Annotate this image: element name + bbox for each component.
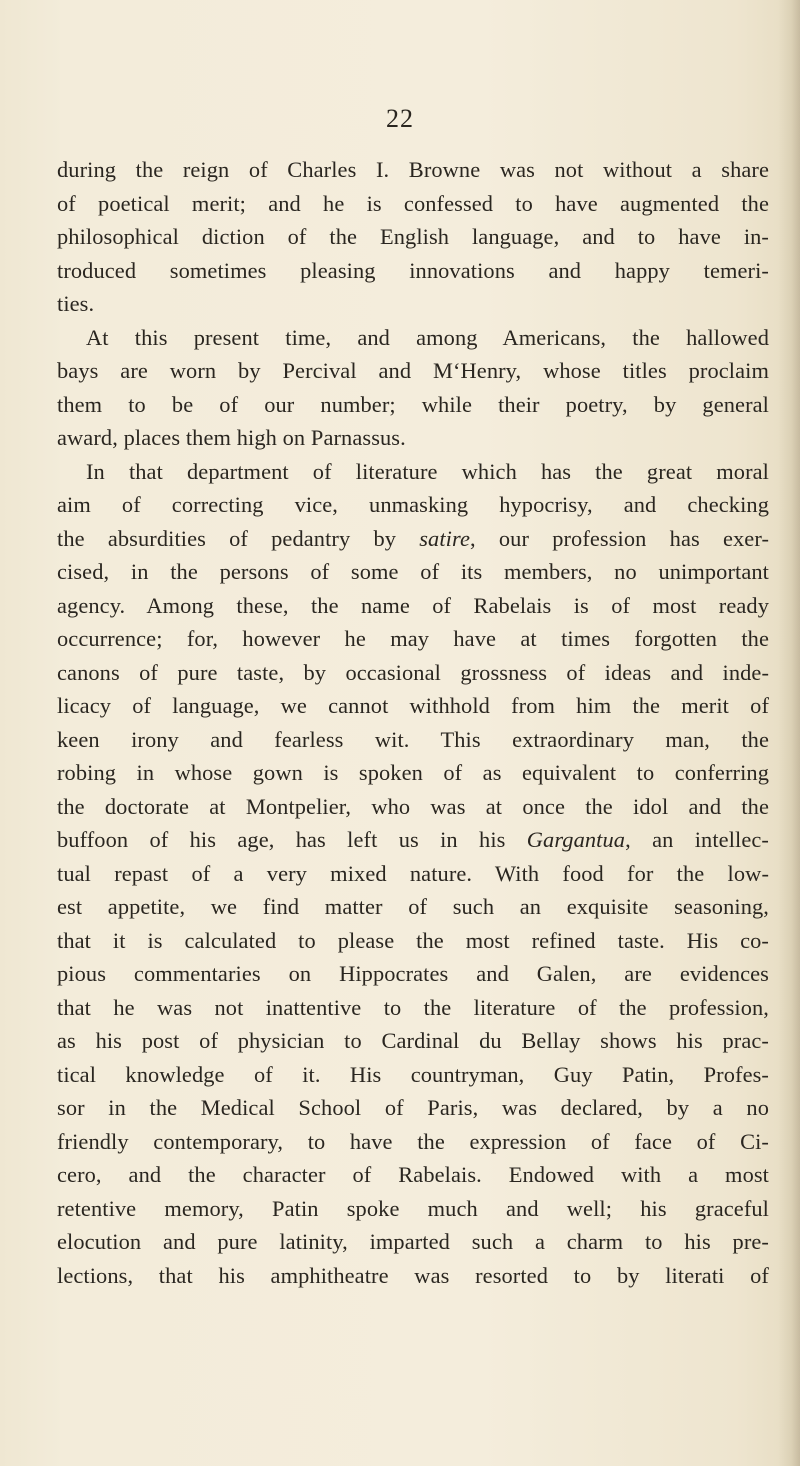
text-line-segment: retentive memory, Patin spoke much and well; his graceful <box>57 1195 769 1221</box>
italic-term: Gargantua <box>526 827 626 852</box>
text-line-segment: tual repast of a very mixed nature. With food for the low- <box>57 860 769 886</box>
text-line <box>57 1158 769 1192</box>
text-line <box>57 823 769 857</box>
text-line-segment: that it is calculated to please the most refined taste. His co- <box>57 927 769 953</box>
text-line <box>57 354 769 388</box>
text-line-segment: In that department of literature which has the great moral <box>86 458 769 484</box>
text-line-segment: elocution and pure latinity, imparted such a charm to his pre- <box>57 1229 769 1254</box>
text-line-segment: the doctorate at Montpelier, who was at once the idol and the <box>57 793 769 819</box>
text-line <box>57 1058 769 1092</box>
text-line <box>57 656 769 690</box>
text-line-segment: aim of correcting vice, unmasking hypocrisy, and checking <box>57 492 769 517</box>
text-line <box>57 488 769 522</box>
text-line <box>57 1125 769 1159</box>
text-line <box>57 1091 769 1125</box>
text-line <box>57 890 769 924</box>
text-line-segment: bays are worn by Percival and M‘Henry, whose titles proclaim <box>57 358 769 383</box>
page-edge-shadow <box>778 0 800 1466</box>
text-line-segment: , our profession has exer- <box>470 525 769 551</box>
text-line <box>57 957 769 991</box>
text-line-segment: that he was not inattentive to the literature of the profession, <box>57 994 769 1020</box>
text-line <box>57 321 769 355</box>
text-line-segment: agency. Among these, the name of Rabelais is of most ready <box>57 592 769 618</box>
text-line <box>57 1024 769 1058</box>
text-line <box>57 254 769 288</box>
text-line-segment: philosophical diction of the English language, and to have in- <box>57 224 769 249</box>
text-line-segment: , an intellec- <box>625 827 769 852</box>
text-line-segment: robing in whose gown is spoken of as equivalent to conferring <box>57 760 769 785</box>
text-line <box>57 555 769 589</box>
text-line-segment: cero, and the character of Rabelais. Endowed with a most <box>57 1162 769 1187</box>
text-line-segment: tical knowledge of it. His countryman, Guy Patin, Profes- <box>57 1061 769 1087</box>
page-number: 22 <box>386 104 414 133</box>
text-line-segment: occurrence; for, however he may have at times forgotten the <box>57 626 769 651</box>
text-line <box>57 991 769 1025</box>
text-line <box>57 522 769 556</box>
text-line <box>57 455 769 489</box>
text-line <box>57 622 769 656</box>
text-line <box>57 1192 769 1226</box>
text-line-segment: award, places them high on Parnassus. <box>57 425 406 450</box>
text-line <box>57 220 769 254</box>
text-line-segment: friendly contemporary, to have the expression of face of Ci- <box>57 1128 769 1154</box>
text-line <box>57 1259 769 1293</box>
text-line-segment: buffoon of his age, has left us in his <box>57 827 527 852</box>
text-line <box>57 421 769 455</box>
text-line-segment: them to be of our number; while their poetry, by general <box>57 391 769 417</box>
text-line-segment: as his post of physician to Cardinal du Bellay shows his prac- <box>57 1028 769 1053</box>
body-text <box>57 153 769 1292</box>
italic-term: satire <box>419 525 470 551</box>
text-line <box>57 187 769 221</box>
text-line-segment: keen irony and fearless wit. This extraordinary man, the <box>57 726 769 752</box>
text-line-segment: lections, that his amphitheatre was resorted to by literati of <box>57 1262 769 1288</box>
text-line-segment: sor in the Medical School of Paris, was declared, by a no <box>57 1095 769 1120</box>
text-line-segment: the absurdities of pedantry by <box>57 525 420 551</box>
text-line <box>57 589 769 623</box>
text-line-segment: pious commentaries on Hippocrates and Galen, are evidences <box>57 961 769 986</box>
text-line <box>57 689 769 723</box>
text-line <box>57 287 769 321</box>
text-line-segment: canons of pure taste, by occasional grossness of ideas and inde- <box>57 659 769 685</box>
text-line <box>57 756 769 790</box>
text-line-segment: licacy of language, we cannot withhold from him the merit of <box>57 693 769 718</box>
text-line-segment: est appetite, we find matter of such an exquisite seasoning, <box>57 894 769 919</box>
text-line-segment: during the reign of Charles I. Browne was not without a share <box>57 157 769 182</box>
text-line-segment: ties. <box>57 291 95 316</box>
text-line <box>57 723 769 757</box>
text-line <box>57 388 769 422</box>
text-line-segment: troduced sometimes pleasing innovations and happy temeri- <box>57 257 769 283</box>
text-line <box>57 790 769 824</box>
text-line <box>57 857 769 891</box>
text-line-segment: At this present time, and among Americans, the hallowed <box>86 324 769 350</box>
text-line-segment: of poetical merit; and he is confessed to have augmented the <box>57 190 769 216</box>
text-line-segment: cised, in the persons of some of its members, no unimportant <box>57 559 769 584</box>
text-line <box>57 1225 769 1259</box>
text-line <box>57 153 769 187</box>
text-line <box>57 924 769 958</box>
